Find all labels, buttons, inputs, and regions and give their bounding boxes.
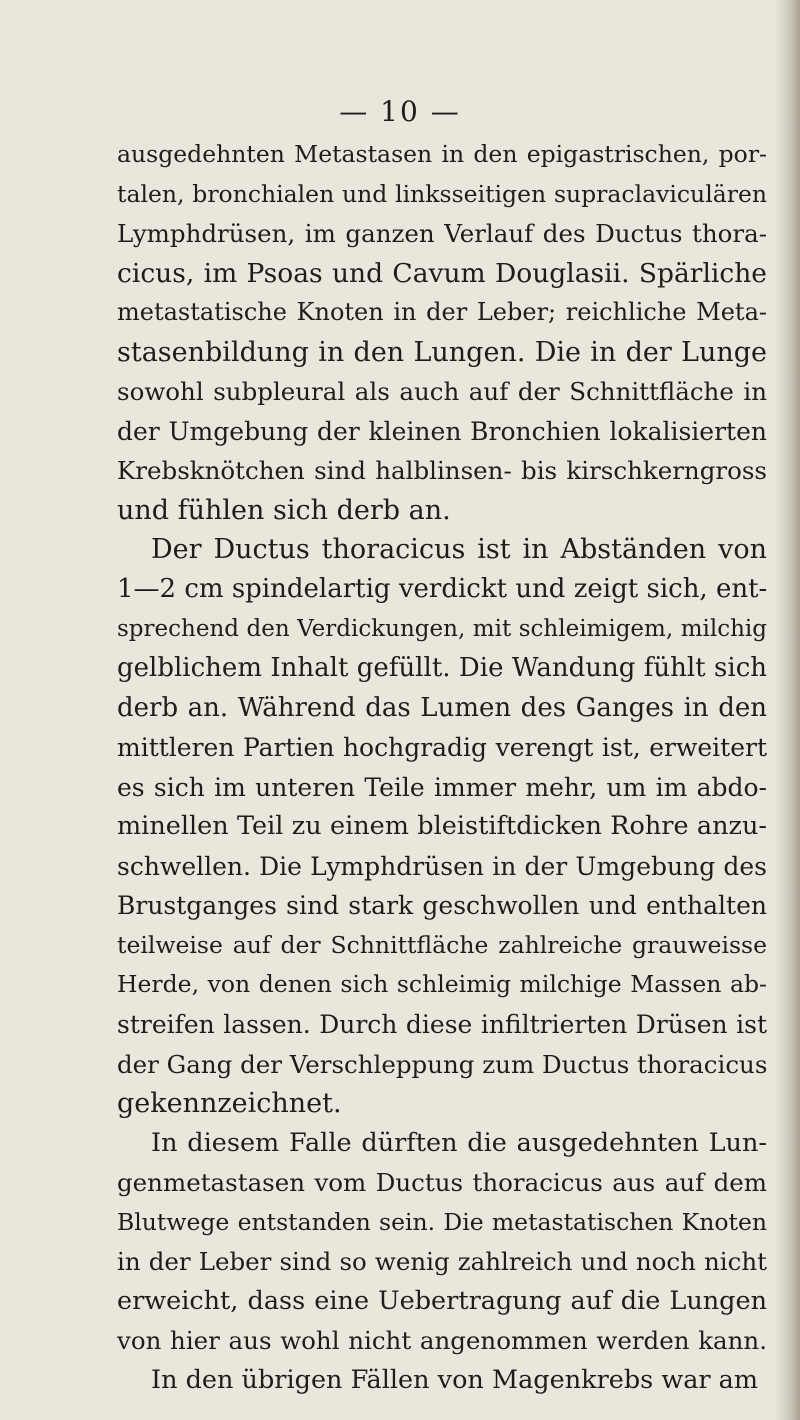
text-line: sowohl subpleural als auch auf der Schnittfläche in <box>117 377 767 407</box>
text-line: Der Ductus thoracicus ist in Abständen von <box>151 534 767 566</box>
text-line: in der Leber sind so wenig zahlreich und noch nicht <box>117 1247 767 1277</box>
text-line: der Umgebung der kleinen Bronchien lokalisierten <box>117 416 767 446</box>
text-line: Blutwege entstanden sein. Die metastatischen Knoten <box>117 1207 767 1236</box>
text-line: Lymphdrüsen, im ganzen Verlauf des Ductus thora- <box>117 219 767 249</box>
text-line: es sich im unteren Teile immer mehr, um im abdo- <box>117 772 767 802</box>
text-line: metastatische Knoten in der Leber; reichliche Meta- <box>117 298 767 327</box>
page-number: — 10 — <box>339 95 461 128</box>
text-line: genmetastasen vom Ductus thoracicus aus auf dem <box>117 1168 767 1198</box>
text-line: erweicht, dass eine Uebertragung auf die Lungen <box>117 1285 767 1316</box>
text-line: 1—2 cm spindelartig verdickt und zeigt sich, ent- <box>117 574 767 605</box>
text-line: ausgedehnten Metastasen in den epigastrischen, por- <box>117 140 767 168</box>
text-line: Brustganges sind stark geschwollen und enthalten <box>117 891 767 921</box>
text-line: In diesem Falle dürften die ausgedehnten Lun- <box>151 1127 767 1158</box>
text-line: minellen Teil zu einem bleistiftdicken Rohre anzu- <box>117 811 767 842</box>
text-line: von hier aus wohl nicht angenommen werden kann. <box>117 1326 767 1356</box>
text-line: schwellen. Die Lymphdrüsen in der Umgebung des <box>117 851 767 881</box>
text-line: streifen lassen. Durch diese infiltrierten Drüsen ist <box>117 1010 767 1040</box>
text-line: derb an. Während das Lumen des Ganges in den <box>117 692 767 723</box>
text-line: In den übrigen Fällen von Magenkrebs war am <box>151 1364 759 1395</box>
text-line: gelblichem Inhalt gefüllt. Die Wandung fühlt sich <box>117 653 767 684</box>
text-line: Krebsknötchen sind halblinsen- bis kirschkerngross <box>117 456 767 486</box>
text-line: der Gang der Verschleppung zum Ductus thoracicus <box>117 1049 767 1079</box>
text-line: talen, bronchialen und linksseitigen supraclaviculären <box>117 179 767 208</box>
text-line: teilweise auf der Schnittfläche zahlreiche grauweisse <box>117 930 767 959</box>
text-line: Herde, von denen sich schleimig milchige Massen ab- <box>117 970 767 999</box>
text-line: stasenbildung in den Lungen. Die in der Lunge <box>117 336 767 368</box>
text-line: cicus, im Psoas und Cavum Douglasii. Spärliche <box>117 257 767 289</box>
text-line: sprechend den Verdickungen, mit schleimigem, milchig <box>117 615 767 642</box>
body-text <box>117 135 767 1401</box>
text-line: mittleren Partien hochgradig verengt ist, erweitert <box>117 733 767 763</box>
text-line: gekennzeichnet. <box>117 1088 342 1120</box>
text-line: und fühlen sich derb an. <box>117 494 451 526</box>
